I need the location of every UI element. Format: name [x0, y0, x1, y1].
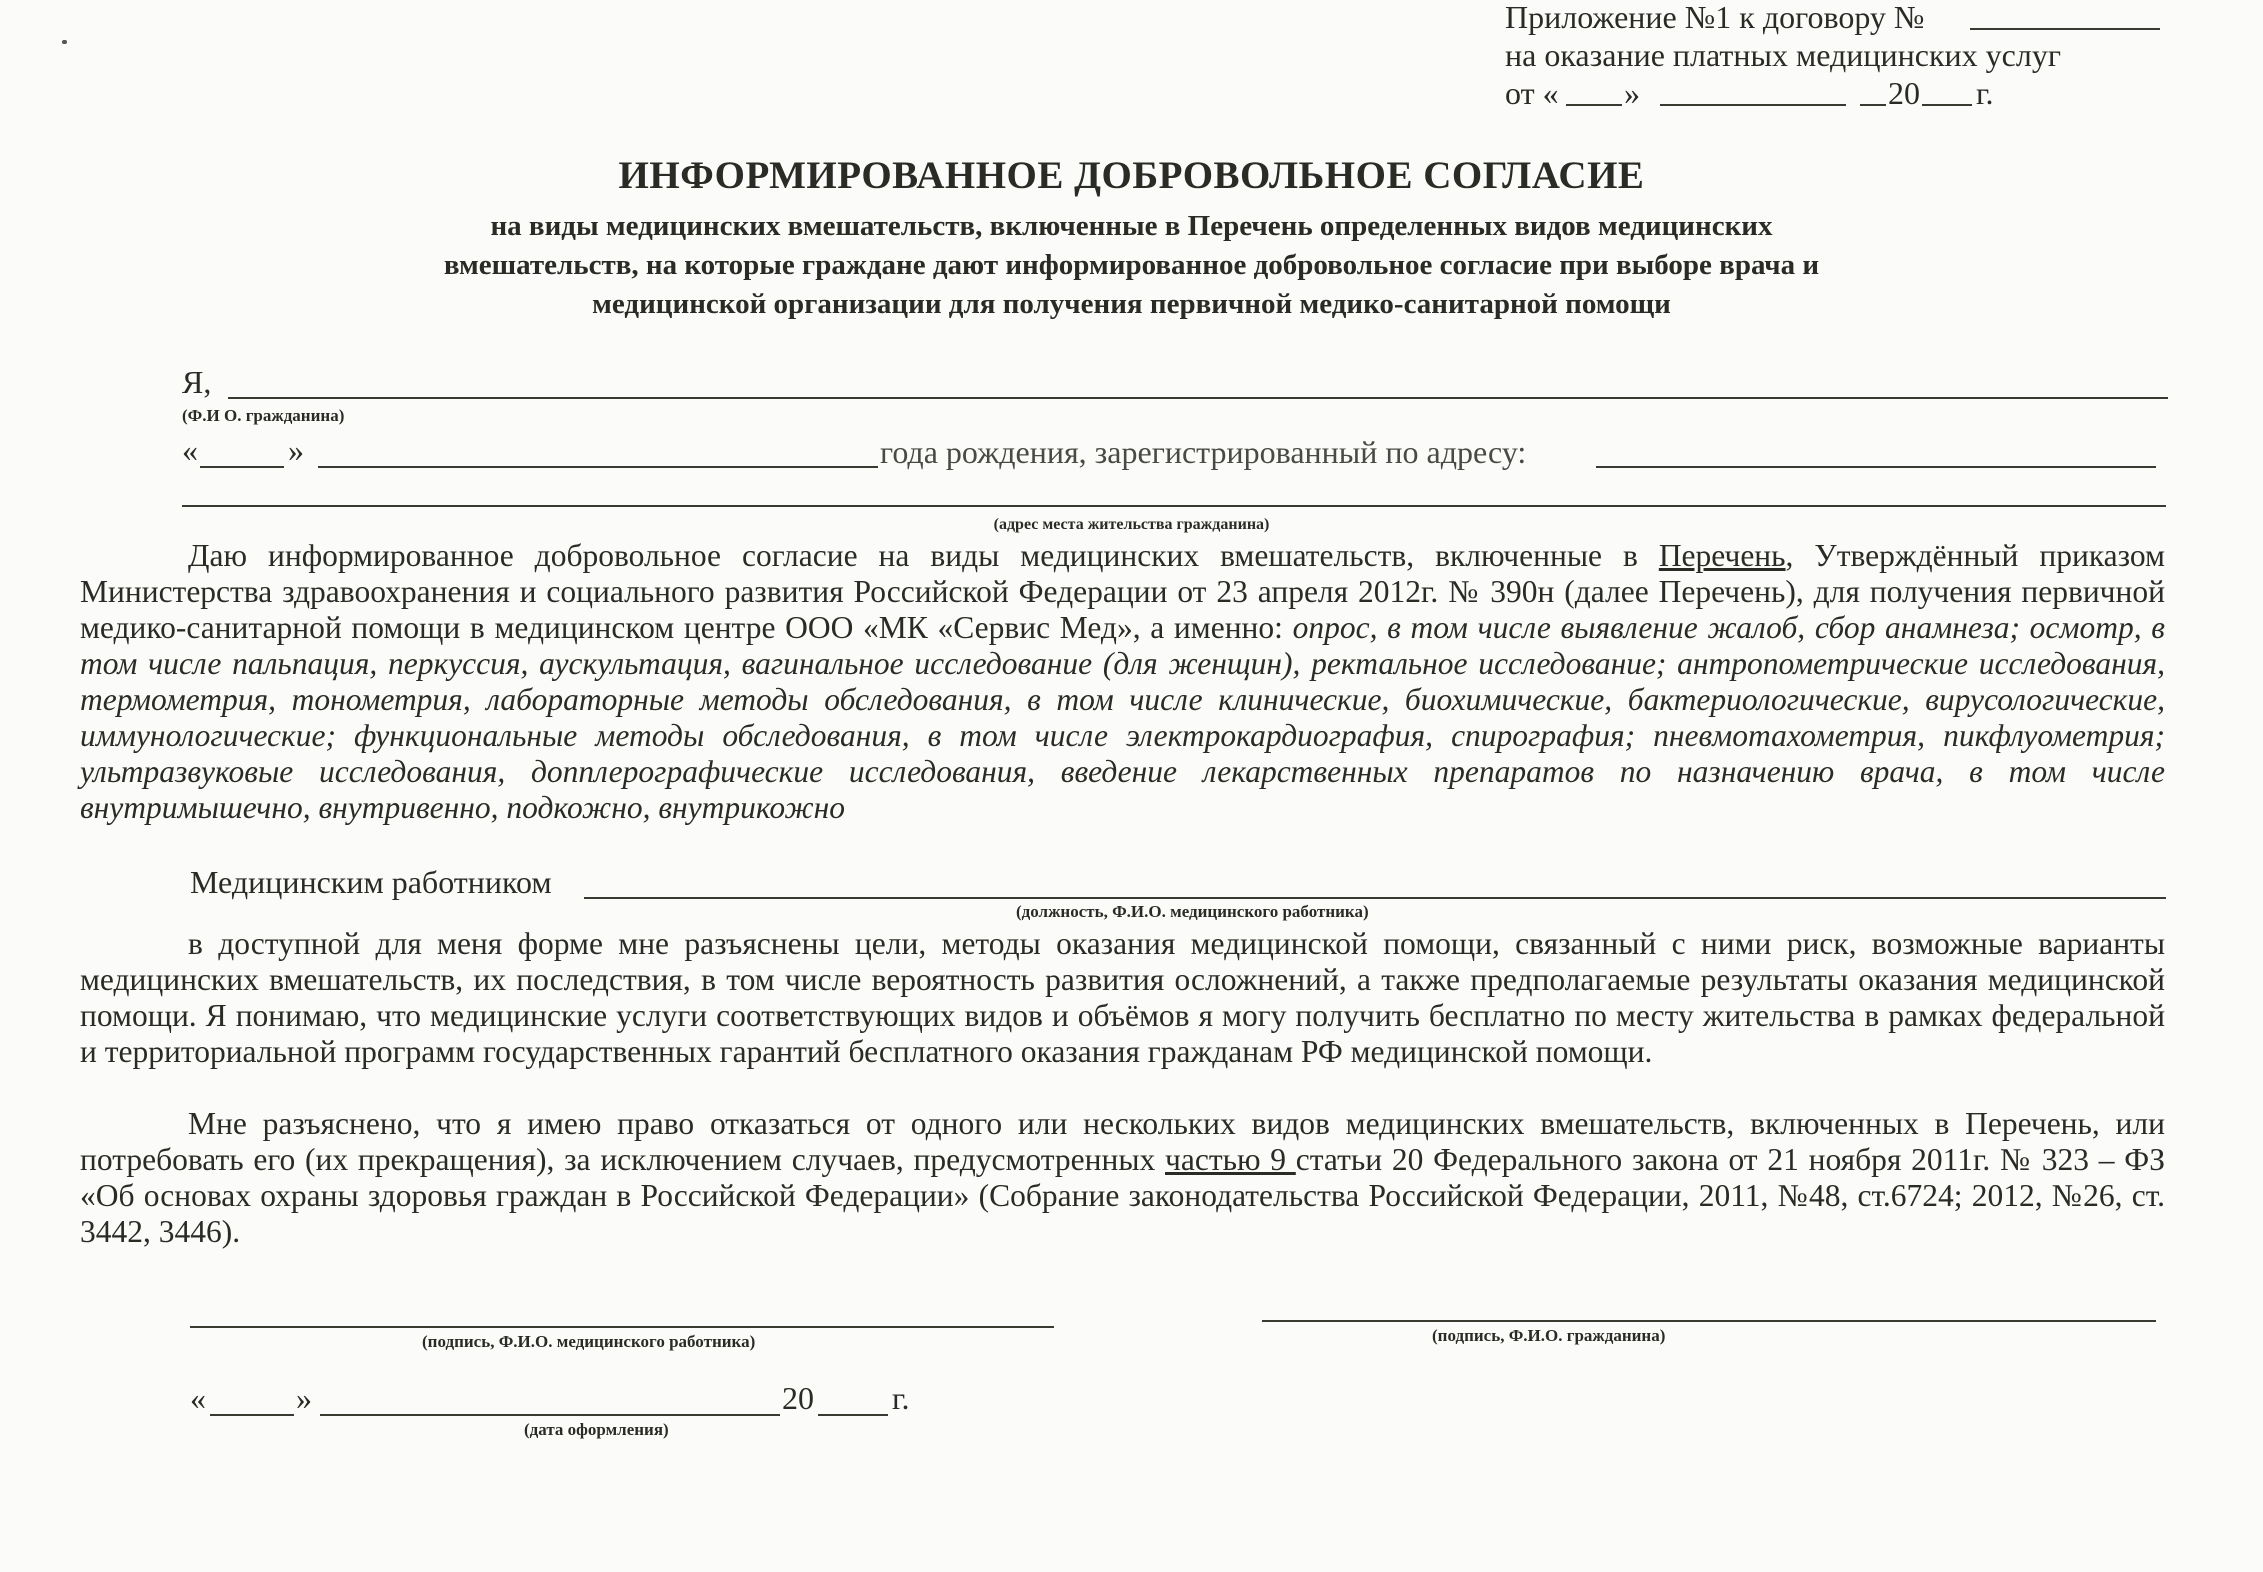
citizen-signature-caption: (подпись, Ф.И.О. гражданина) [1432, 1326, 1666, 1345]
address-field-part-2[interactable] [182, 505, 2166, 507]
contract-number-field[interactable] [1970, 28, 2160, 30]
citizen-fio-caption: (Ф.И О. гражданина) [182, 406, 345, 425]
scan-speck [62, 40, 67, 44]
i-label: Я, [182, 364, 212, 400]
medical-worker-caption: (должность, Ф.И.О. медицинского работника) [1016, 902, 1369, 921]
header-appendix-line [1505, 0, 1924, 36]
birth-day-field[interactable] [200, 466, 284, 468]
header-appendix-text: Приложение №1 к договору № [1505, 0, 1925, 35]
perechen-link[interactable]: Перечень [1658, 538, 1786, 573]
birth-quote-close: » [288, 432, 304, 468]
header-services-line: на оказание платных медицинских услуг [1505, 37, 2061, 73]
address-caption: (адрес места жительства гражданина) [993, 516, 1270, 533]
header-year-prefix-field[interactable] [1860, 104, 1886, 106]
header-date-quote: » [1624, 75, 1640, 111]
consent-paragraph: Даю информированное добровольное согласие на виды медицинских вмешательств, включенные в Перечень, Утверждённый приказом Министерства здравоохранения и социального развития Российской Федерации от 23 апреля 2012г. № 390н (далее Перечень), для получения первичной медико-санитарной помощи в медицинском центре ООО «МК «Сервис Мед», а именно: опрос, в том числе выявление жалоб, сбор анамнеза; осмотр, в том числе пальпация, перкуссия, аускультация, вагинальное исследование (для женщин), ректальное исследование; антропометрические исследования, термометрия, тонометрия, лабораторные методы обследования, в том числе клинические, биохимические, бактериологические, вирусологические, иммунологические; функциональные методы обследования, в том числе электрокардиография, спирография; пневмотахометрия, пикфлуометрия; ультразвуковые исследования, допплерографические исследования, введение лекарственных препаратов по назначению врача, в том числе внутримышечно, внутривенно, подкожно, внутрикожно [80, 538, 2165, 825]
header-month-field[interactable] [1660, 104, 1846, 106]
worker-signature-caption: (подпись, Ф.И.О. медицинского работника) [422, 1332, 756, 1351]
header-year-field[interactable] [1922, 104, 1972, 106]
intervention-list: опрос, в том числе выявление жалоб, сбор анамнеза; осмотр, в том числе пальпация, перкуссия, аускультация, вагинальное исследование (для женщин), ректальное исследование; антропометрические исследования, термометрия, тонометрия, лабораторные методы обследования, в том числе клинические, биохимические, бактериологические, вирусологические, иммунологические; функциональные методы обследования, в том числе электрокардиография, спирография; пневмотахометрия, пикфлуометрия; ультразвуковые исследования, допплерографические исследования, введение лекарственных препаратов по назначению врача, в том числе внутримышечно, внутривенно, подкожно, внутрикожно [80, 610, 2165, 825]
rights-paragraph: Мне разъяснено, что я имею право отказаться от одного или нескольких видов медицинских вмешательств, включенных в Перечень, или потребовать его (их прекращения), за исключением случаев, предусмотренных частью 9 статьи 20 Федерального закона от 21 ноября 2011г. № 323 – ФЗ «Об основах охраны здоровья граждан в Российской Федерации» (Собрание законодательства Российской Федерации, 2011, №48, ст.6724; 2012, №26, ст. 3442, 3446). [80, 1106, 2165, 1249]
law-part-9-link[interactable]: частью 9 [1165, 1142, 1296, 1177]
date-quote-close: » [296, 1380, 312, 1416]
medical-worker-label: Медицинским работником [190, 864, 552, 900]
header-date-prefix: от « [1505, 75, 1559, 111]
date-year: 20 [782, 1380, 814, 1416]
header-day-field[interactable] [1566, 104, 1622, 106]
explanation-paragraph: в доступной для меня форме мне разъяснены цели, методы оказания медицинской помощи, связанный с ними риск, возможные варианты медицинских вмешательств, их последствия, в том числе вероятность развития осложнений, а также предполагаемые результаты оказания медицинской помощи. Я понимаю, что медицинские услуги соответствующих видов и объёмов я могу получить бесплатно по месту жительства в рамках федеральной и территориальной программ государственных гарантий бесплатного оказания гражданам РФ медицинской помощи. [80, 926, 2165, 1069]
date-day-field[interactable] [210, 1414, 294, 1416]
birth-address-label: года рождения, зарегистрированный по адресу: [880, 434, 1527, 470]
document-subtitle-line-2: вмешательств, на которые граждане дают информированное добровольное согласие при выборе врача и [443, 249, 1820, 281]
date-quote-open: « [190, 1380, 206, 1416]
medical-worker-field[interactable] [584, 897, 2166, 899]
date-suffix: г. [892, 1380, 910, 1416]
address-field-part-1[interactable] [1596, 466, 2156, 468]
citizen-fio-field[interactable] [228, 397, 2168, 399]
date-caption: (дата оформления) [524, 1420, 669, 1439]
birth-month-year-field[interactable] [318, 466, 878, 468]
header-year-suffix: г. [1976, 75, 1994, 111]
document-subtitle-line-3: медицинской организации для получения первичной медико-санитарной помощи [592, 288, 1671, 320]
worker-signature-field[interactable] [190, 1326, 1054, 1328]
document-title: ИНФОРМИРОВАННОЕ ДОБРОВОЛЬНОЕ СОГЛАСИЕ [618, 154, 1645, 197]
date-year-field[interactable] [818, 1414, 888, 1416]
date-month-field[interactable] [320, 1414, 780, 1416]
header-year: 20 [1888, 75, 1920, 111]
document-subtitle-line-1: на виды медицинских вмешательств, включенные в Перечень определенных видов медицинских [490, 210, 1773, 242]
citizen-signature-field[interactable] [1262, 1320, 2156, 1322]
birth-quote-open: « [182, 432, 198, 468]
